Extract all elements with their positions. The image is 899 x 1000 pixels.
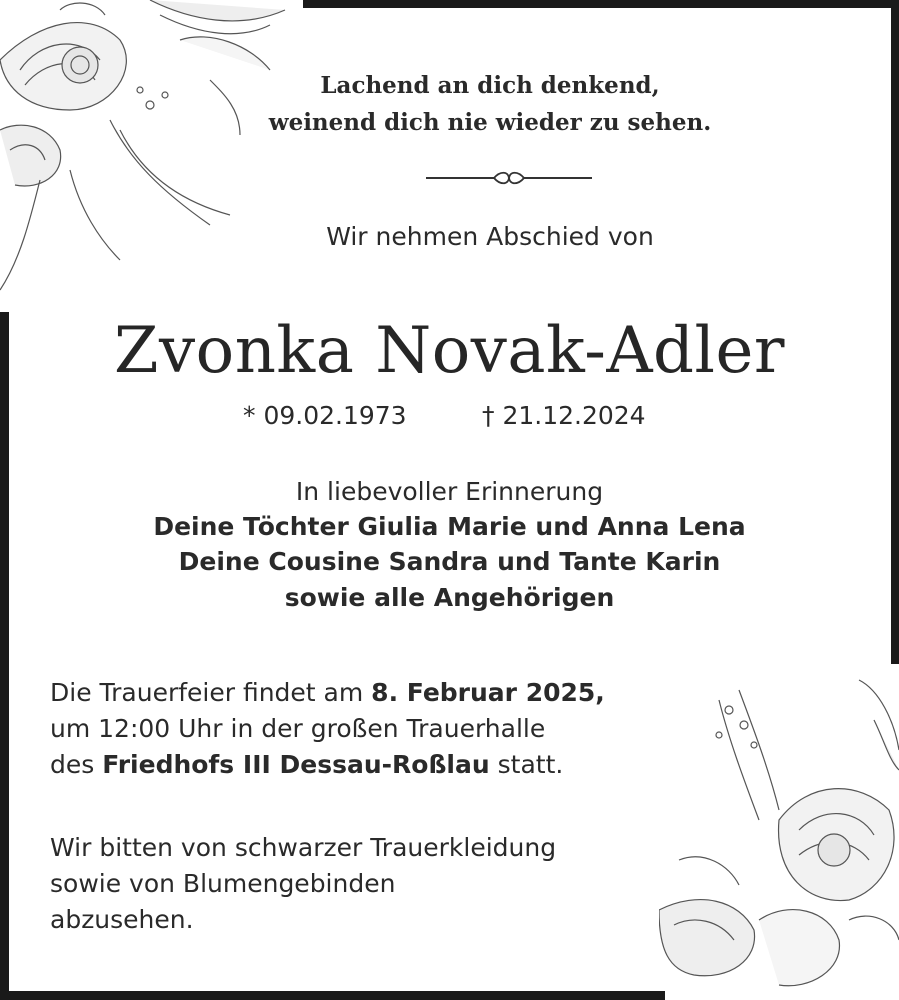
frame-top-border [303, 0, 899, 8]
ceremony-line-2: um 12:00 Uhr in der großen Trauerhalle [50, 714, 546, 743]
ceremony-location: Friedhofs III Dessau-Roßlau [102, 750, 490, 779]
frame-left-border [0, 312, 9, 1000]
mourners-line-1: Deine Töchter Giulia Marie und Anna Lena [153, 512, 746, 541]
ceremony-line-3 [50, 750, 563, 779]
request-line-2: sowie von Blumengebinden [50, 869, 396, 898]
motto-line-2: weinend dich nie wieder zu sehen. [268, 109, 712, 136]
flower-bouquet-icon [659, 660, 899, 1000]
request-line-1: Wir bitten von schwarzer Trauerkleidung [50, 833, 557, 862]
mourners-line-2: Deine Cousine Sandra und Tante Karin [178, 547, 721, 576]
ceremony-location-prefix: des [50, 750, 103, 779]
request-line-3: abzusehen. [50, 905, 194, 934]
frame-bottom-border [0, 991, 665, 1000]
ornament-divider-icon [424, 168, 594, 188]
motto-line-1: Lachend an dich denkend, [320, 72, 660, 99]
mourners-line-3: sowie alle Angehörigen [284, 583, 615, 612]
deceased-name: Zvonka Novak-Adler [114, 314, 785, 388]
ceremony-date: 8. Februar 2025, [371, 678, 605, 707]
birth-date: * 09.02.1973 [243, 401, 407, 430]
ceremony-line-1 [50, 678, 605, 707]
death-date: † 21.12.2024 [482, 401, 646, 430]
mourners-intro: In liebevoller Erinnerung [295, 477, 604, 506]
flower-bouquet-icon [0, 0, 300, 300]
ceremony-suffix: statt. [489, 750, 564, 779]
farewell-intro: Wir nehmen Abschied von [326, 222, 654, 251]
ceremony-prefix: Die Trauerfeier findet am [50, 678, 372, 707]
